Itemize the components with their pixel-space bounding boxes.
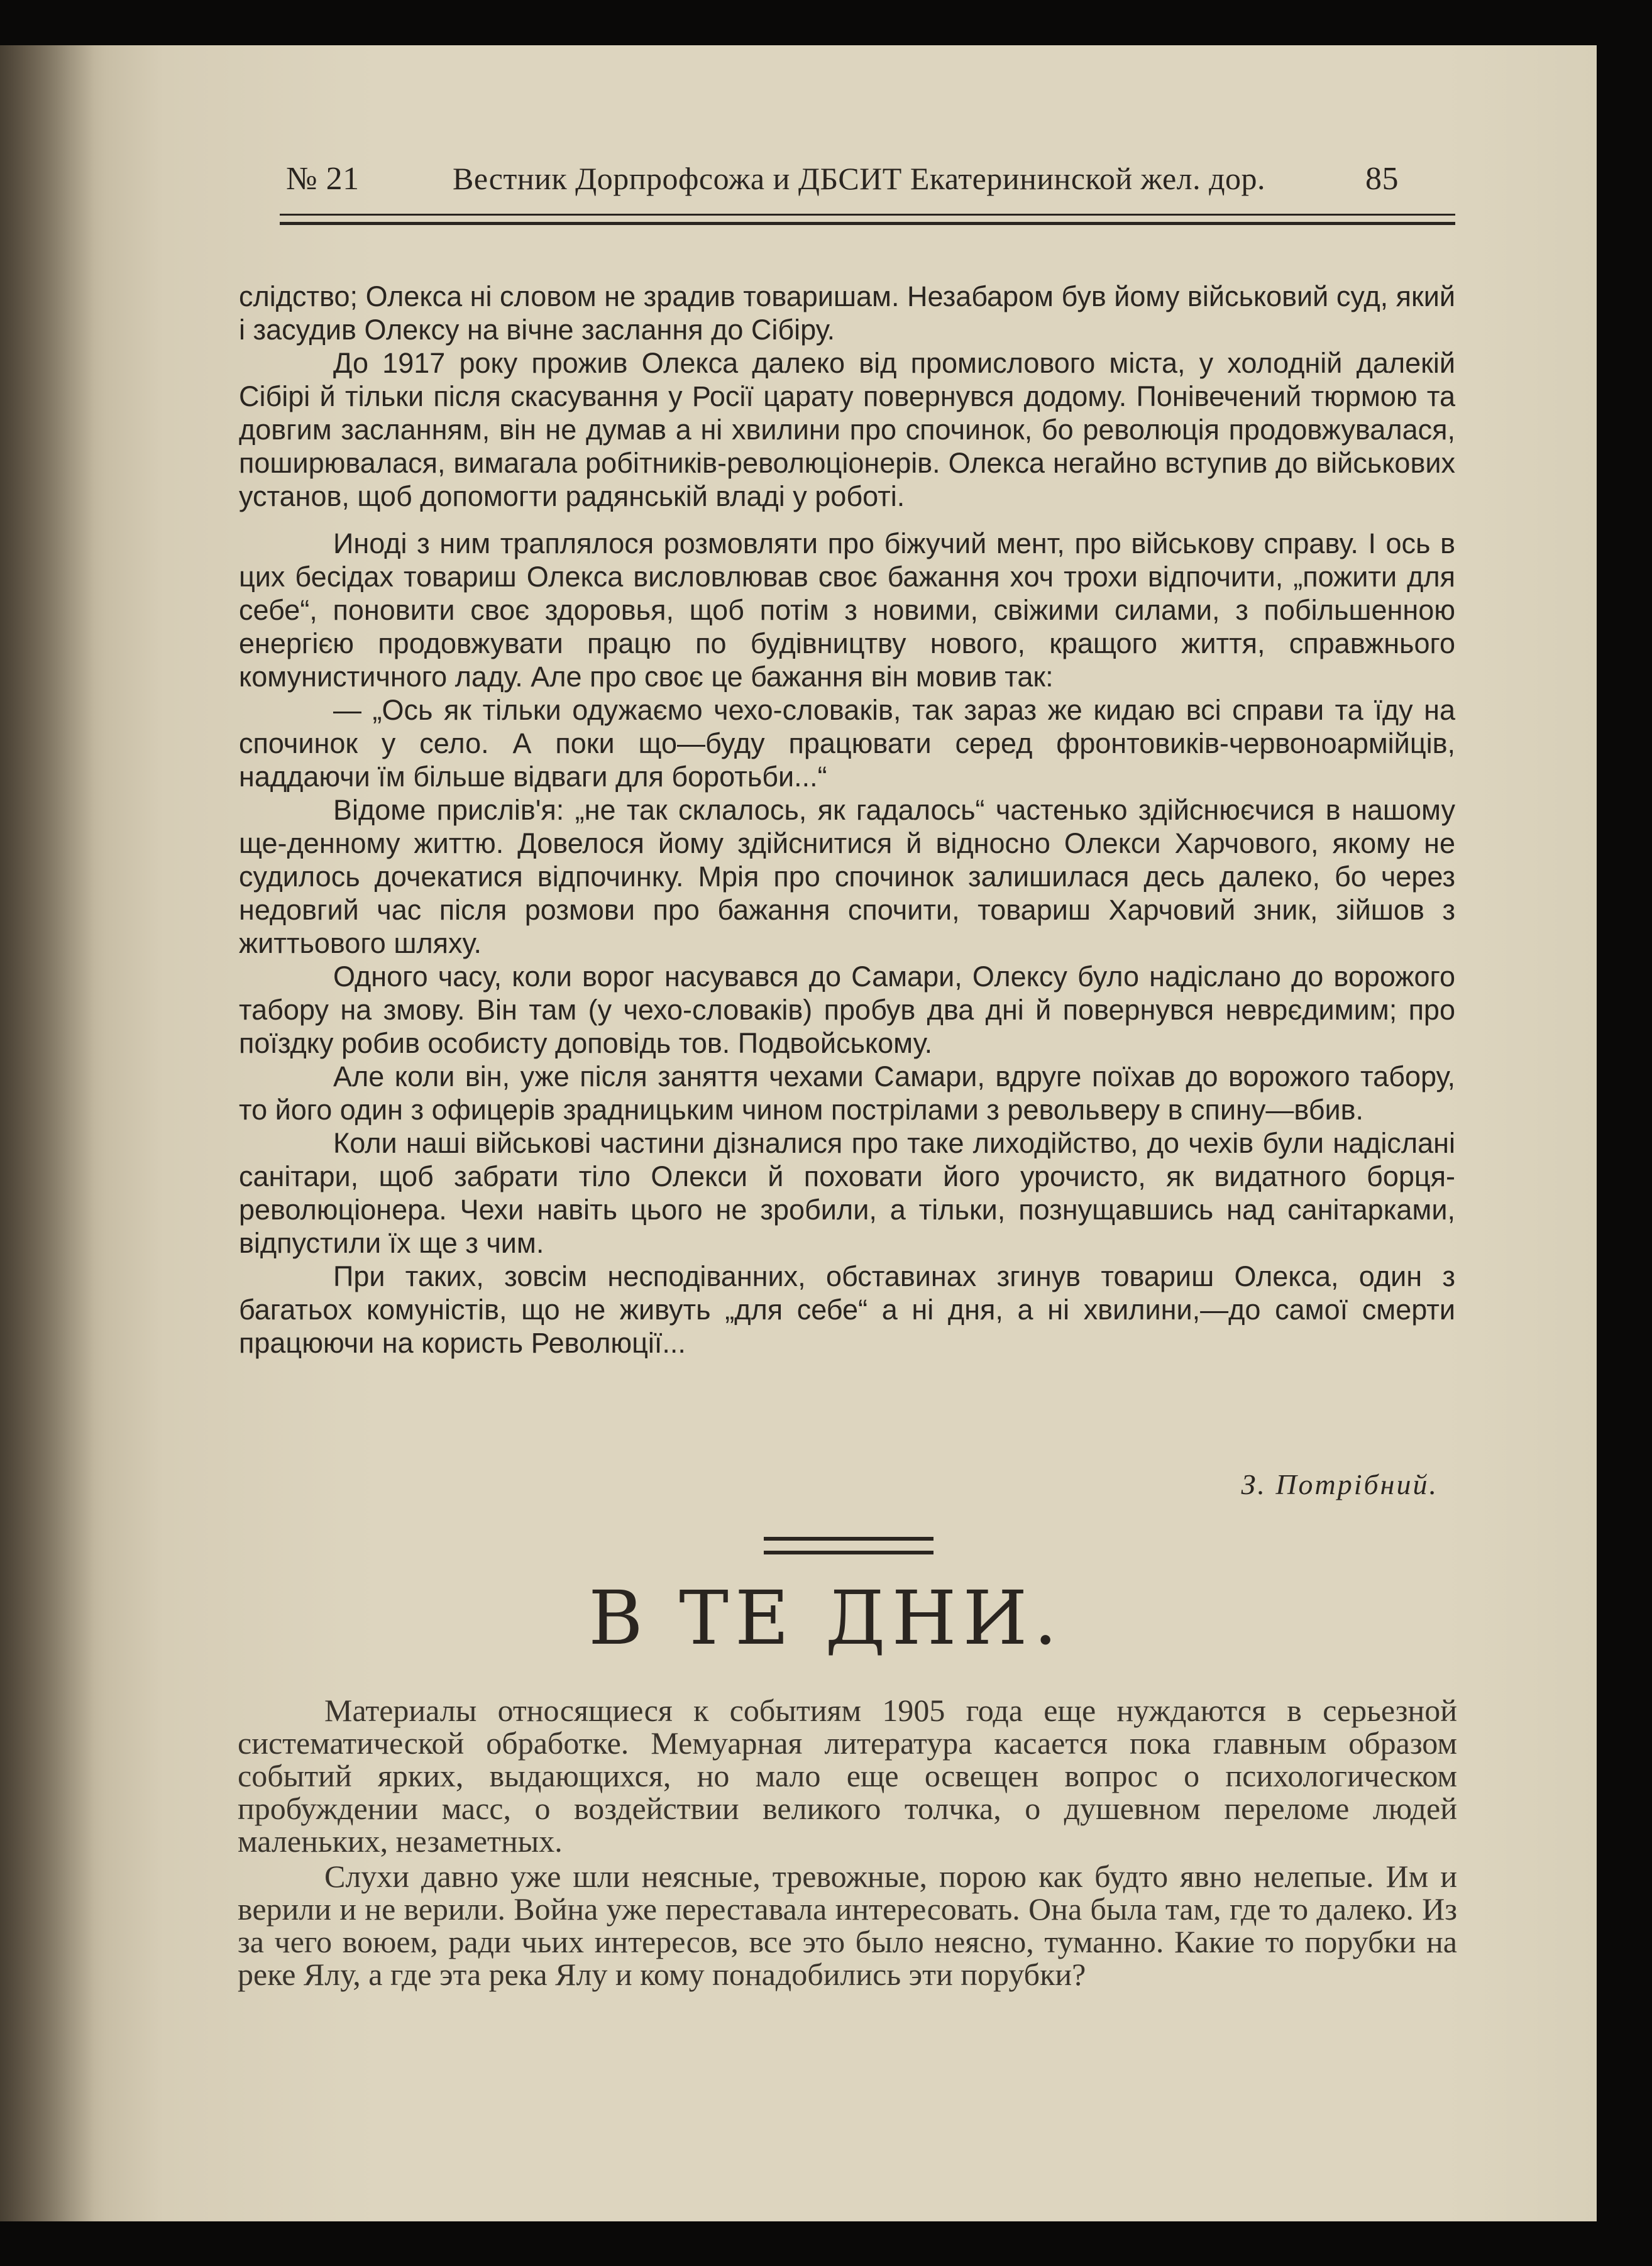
paragraph: Коли наші військові частини дізналися про таке лиходійство, до чехів були надіслані санітари, щоб забрати тіло Олекси й поховати його урочисто, як видатного борця-революціонера. Чехи навіть цього не зробили, а тільки, познущавшись над санітарками, відпустили їх ще з чим. — [239, 1127, 1455, 1259]
paragraph: До 1917 року прожив Олекса далеко від промислового міста, у холодній далекій Сібірі й тільки після скасування у Росії царату повернувся додому. Понівечений тюрмою та довгим засланням, він не думав а ні хвилини про спочинок, бо революція продовжувалася, поширювалася, вимагала робітників-революціонерів. Олекса негайно вступив до військових установ, щоб допомогти радянській владі у роботі. — [239, 347, 1455, 512]
journal-title: Вестник Дорпрофсожа и ДБСИТ Екатерининской жел. дор. — [453, 161, 1266, 196]
book-gutter-shadow — [0, 45, 94, 2221]
paragraph: слідство; Олекса ні словом не зрадив товаришам. Незабаром був йому військовий суд, який і засудив Олексу на вічне заслання до Сібіру. — [239, 280, 1455, 346]
section-heading: В ТЕ ДНИ. — [588, 1575, 1064, 1661]
paragraph: Материалы относящиеся к событиям 1905 года еще нуждаются в серьезной систематической обработке. Мемуарная литература касается пока главным образом событий ярких, выдающихся, но мало еще освещен вопрос о психологическом пробуждении масс, о воздействии великого толчка, о душевном переломе людей маленьких, незаметных. — [238, 1693, 1457, 1859]
paragraph: Слухи давно уже шли неясные, тревожные, порою как будто явно нелепые. Им и верили и не верили. Война уже переставала интересовать. Она была там, где то далеко. Из за чего воюем, ради чьих интересов, все это было неясно, туманно. Какие то порубки на реке Ялу, а где эта река Ялу и кому понадобились эти порубки? — [238, 1859, 1457, 1992]
issue-number: № 21 — [286, 161, 360, 197]
paragraph: Иноді з ним траплялося розмовляти про біжучий мент, про військову справу. І ось в цих бесідах товариш Олекса висловлював своє бажання хоч трохи відпочити, „пожити для себе“, поновити своє здоровья, щоб потім з новими, свіжими силами, з побільшенною енергією продовжувати працю по будівництву нового, кращого життя, справжнього комунистичного ладу. Але про своє це бажання він мовив так: — [239, 527, 1455, 693]
ukrainian-article — [239, 280, 1455, 1360]
author-signature: З. Потрібний. — [1241, 1468, 1438, 1500]
paragraph: При таких, зовсім несподіванних, обставинах згинув товариш Олекса, один з багатьох комуністів, що не живуть „для себе“ а ні дня, а ні хвилини,—до самої смерти працюючи на користь Революції... — [239, 1260, 1455, 1359]
paragraph: — „Ось як тільки одужаємо чехо-словаків, так зараз же кидаю всі справи та їду на спочинок у село. А поки що—буду працювати серед фронтовиків-червоноармійців, наддаючи їм більше відваги для боротьби...“ — [239, 694, 1455, 793]
paragraph: Відоме прислів'я: „не так склалось, як гадалось“ частенько здійснюєчися в нашому ще-денному життю. Довелося йому здійснитися й відносно Олекси Харчового, якому не судилось дочекатися відпочинку. Мрія про спочинок залишилася десь далеко, бо через недовгий час після розмови про бажання спочити, товариш Харчовий зник, зійшов з життьового шляху. — [239, 794, 1455, 959]
paragraph: Але коли він, уже після заняття чехами Самари, вдруге поїхав до ворожого табору, то його один з офицерів зрадницьким чином пострілами з револьверу в спину—вбив. — [239, 1060, 1455, 1126]
running-header — [280, 160, 1418, 217]
section-separator — [764, 1537, 933, 1554]
paragraph: Одного часу, коли ворог насувався до Самари, Олексу було надіслано до ворожого табору на змову. Він там (у чехо-словаків) пробув два дні й повернувся неврєдимим; про поїздку робив особисту доповідь тов. Подвойському. — [239, 960, 1455, 1059]
header-rule — [280, 214, 1455, 225]
page-number: 85 — [1365, 161, 1399, 197]
russian-article — [238, 1694, 1457, 1993]
